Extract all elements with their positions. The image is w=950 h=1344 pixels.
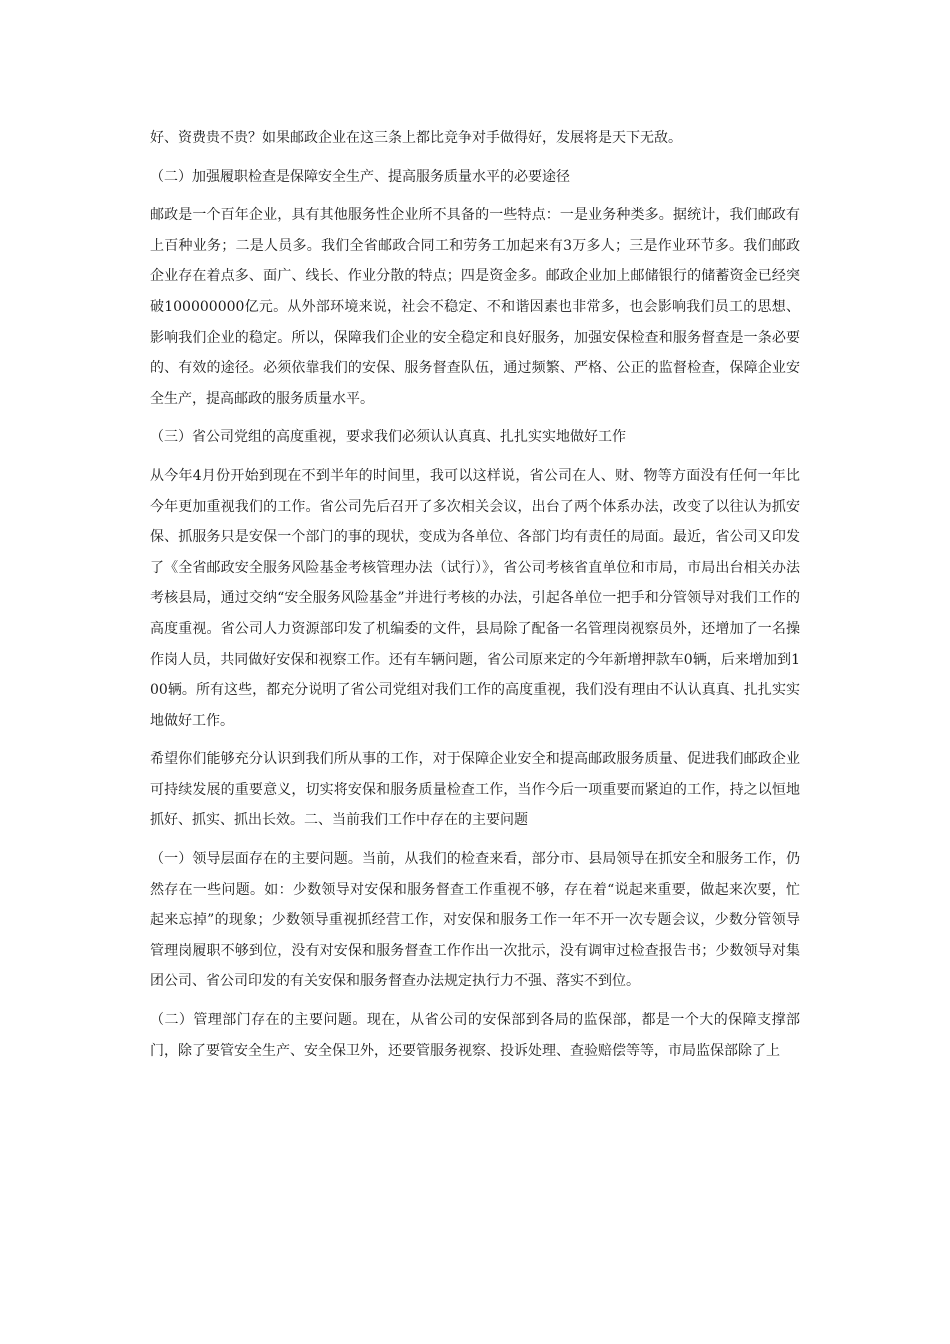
paragraph-leadership-issues: （一）领导层面存在的主要问题。当前，从我们的检查来看，部分市、县局领导在抓安全和服务工作，仍然存在一些问题。如：少数领导对安保和服务督查工作重视不够，存在着“说起来重要，做起来次要，忙起来忘掉”的现象；少数领导重视抓经营工作，对安保和服务工作一年不开一次专题会议，少数分管领导管理岗履职不够到位，没有对安保和服务督查工作作出一次批示，没有调审过检查报告书；少数领导对集团公司、省公司印发的有关安保和服务督查办法规定执行力不强、落实不到位。 xyxy=(150,851,800,990)
section-heading-2: （二）加强履职检查是保障安全生产、提高服务质量水平的必要途径 xyxy=(150,168,570,185)
paragraph-provincial-attention: 从今年4月份开始到现在不到半年的时间里，我可以这样说，省公司在人、财、物等方面没有任何一年比今年更加重视我们的工作。省公司先后召开了多次相关会议，出台了两个体系办法，改变了以往认为抓安保、抓服务只是安保一个部门的事的现状，变成为各单位、各部门均有责任的局面。最近，省公司又印发了《全省邮政安全服务风险基金考核管理办法（试行）》，省公司考核省直单位和市局，市局出台相关办法考核县局，通过交纳“安全服务风险基金”并进行考核的办法，引起各单位一把手和分管领导对我们工作的高度重视。省公司人力资源部印发了机编委的文件，县局除了配备一名管理岗视察员外，还增加了一名操作岗人员，共同做好安保和视察工作。还有车辆问题，省公司原来定的今年新增押款车0辆，后来增加到100辆。所有这些，都充分说明了省公司党组对我们工作的高度重视，我们没有理由不认认真真、扎扎实实地做好工作。 xyxy=(150,467,800,729)
paragraph-postal-characteristics: 邮政是一个百年企业，具有其他服务性企业所不具备的一些特点：一是业务种类多。据统计，我们邮政有上百种业务；二是人员多。我们全省邮政合同工和劳务工加起来有3万多人；三是作业环节多。我们邮政企业存在着点多、面广、线长、作业分散的特点；四是资金多。邮政企业加上邮储银行的储蓄资金已经突破100000000亿元。从外部环境来说，社会不稳定、不和谐因素也非常多，也会影响我们员工的思想、影响我们企业的稳定。所以，保障我们企业的安全稳定和良好服务，加强安保检查和服务督查是一条必要的、有效的途径。必须依靠我们的安保、服务督查队伍，通过频繁、严格、公正的监督检查，保障企业安全生产，提高邮政的服务质量水平。 xyxy=(150,207,800,407)
paragraph-management-issues: （二）管理部门存在的主要问题。现在，从省公司的安保部到各局的监保部，都是一个大的保障支撑部门，除了要管安全生产、安全保卫外，还要管服务视察、投诉处理、查验赔偿等等，市局监保部除了上 xyxy=(150,1012,800,1059)
paragraph-expectation: 希望你们能够充分认识到我们所从事的工作，对于保障企业安全和提高邮政服务质量、促进我们邮政企业可持续发展的重要意义，切实将安保和服务质量检查工作，当作今后一项重要而紧迫的工作，持之以恒地抓好、抓实、抓出长效。二、当前我们工作中存在的主要问题 xyxy=(150,751,800,829)
section-heading-3: （三）省公司党组的高度重视，要求我们必须认认真真、扎扎实实地做好工作 xyxy=(150,429,626,446)
paragraph-continuation: 好、资费贵不贵？如果邮政企业在这三条上都比竞争对手做得好，发展将是天下无敌。 xyxy=(150,130,682,146)
document-body xyxy=(150,123,800,1074)
